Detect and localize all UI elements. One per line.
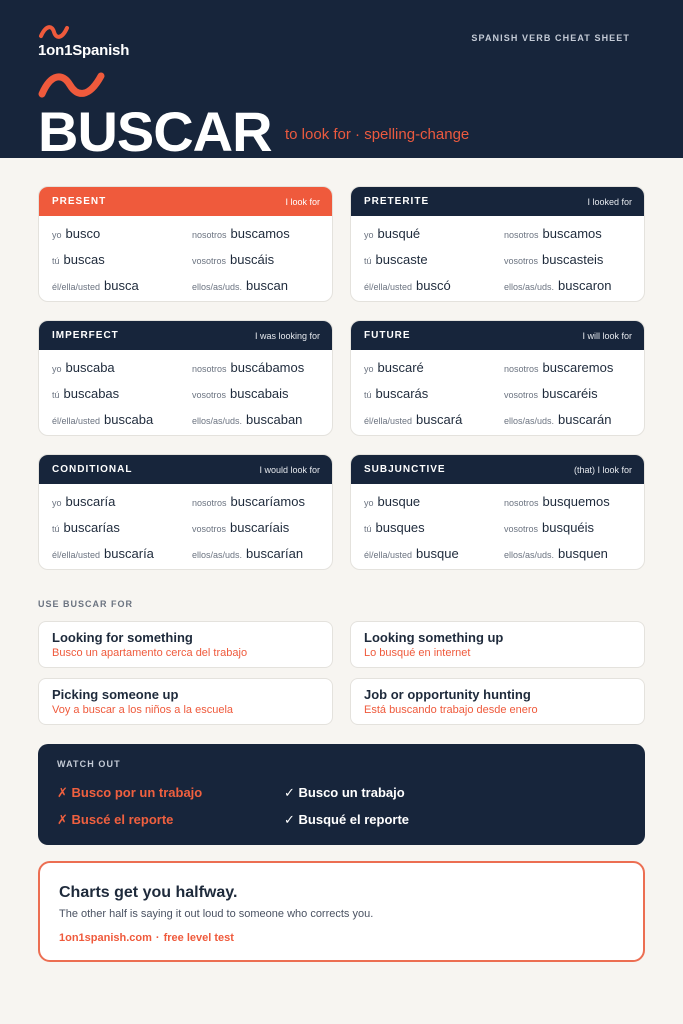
tense-card-header	[351, 455, 644, 484]
tense-name: PRETERITE	[364, 196, 430, 207]
conjugation-row	[52, 220, 332, 246]
pronoun: tú	[364, 389, 372, 400]
use-card	[350, 678, 645, 725]
conjugation-cell	[504, 386, 644, 401]
conjugation-cell	[52, 360, 192, 375]
tense-card-present	[38, 186, 333, 302]
tense-card-preterite	[350, 186, 645, 302]
use-card	[38, 621, 333, 668]
conjugation-cell	[504, 546, 644, 561]
use-heading: Job or opportunity hunting	[364, 687, 531, 702]
pronoun: ellos/as/uds.	[504, 281, 555, 292]
tense-card-header	[39, 187, 332, 216]
pronoun: él/ella/usted	[52, 549, 101, 560]
pronoun: yo	[364, 497, 374, 508]
tense-gloss: I look for	[285, 196, 320, 207]
tense-card-header	[39, 321, 332, 350]
pronoun: nosotros	[192, 363, 227, 374]
use-heading: Looking for something	[52, 630, 193, 645]
pronoun: él/ella/usted	[52, 415, 101, 426]
conjugation-cell	[192, 386, 332, 401]
pronoun: vosotros	[504, 389, 539, 400]
conjugation-cell	[192, 360, 332, 375]
use-example: Busco un apartamento cerca del trabajo	[52, 647, 248, 659]
conjugation-rows	[39, 216, 332, 298]
tense-card-header	[39, 455, 332, 484]
conjugation-cell	[192, 546, 332, 561]
tense-card-header	[351, 187, 644, 216]
pronoun: nosotros	[504, 363, 539, 374]
watch-out-title: WATCH OUT	[57, 759, 121, 769]
conjugation-cell	[504, 494, 644, 509]
pronoun: ellos/as/uds.	[192, 549, 243, 560]
conjugation-row	[52, 488, 332, 514]
pronoun: yo	[52, 229, 62, 240]
pronoun: él/ella/usted	[52, 281, 101, 292]
verb-form: buscaré	[377, 359, 424, 375]
use-example: Está buscando trabajo desde enero	[364, 704, 538, 716]
conjugation-cell	[52, 386, 192, 401]
tense-card-subjunctive	[350, 454, 645, 570]
conjugation-row	[364, 540, 644, 566]
tense-card-conditional	[38, 454, 333, 570]
wrong-example: ✗ Busco por un trabajo	[57, 785, 203, 800]
conjugation-row	[52, 540, 332, 566]
pronoun: ellos/as/uds.	[192, 415, 243, 426]
use-section-title: USE BUSCAR FOR	[38, 599, 134, 609]
verb-form: buscarías	[63, 519, 120, 535]
conjugation-cell	[52, 278, 192, 293]
conjugation-row	[364, 514, 644, 540]
pronoun: yo	[364, 363, 374, 374]
conjugation-cell	[192, 278, 332, 293]
conjugation-row	[364, 246, 644, 272]
pronoun: nosotros	[504, 229, 539, 240]
pronoun: él/ella/usted	[364, 549, 413, 560]
logo-wave-icon	[38, 24, 70, 40]
use-card	[38, 678, 333, 725]
verb-form: buscaba	[65, 359, 115, 375]
conjugation-cell	[504, 226, 644, 241]
pronoun: ellos/as/uds.	[192, 281, 243, 292]
verb-form: buscaríais	[230, 519, 290, 535]
conjugation-row	[52, 272, 332, 298]
conjugation-cell	[192, 226, 332, 241]
conjugation-row	[364, 488, 644, 514]
verb-form: buscaréis	[542, 385, 598, 401]
conjugation-row	[364, 272, 644, 298]
verb-title: BUSCAR	[38, 100, 272, 163]
pronoun: yo	[52, 497, 62, 508]
verb-form: buscaba	[104, 411, 154, 427]
conjugation-row	[364, 354, 644, 380]
conjugation-row	[52, 380, 332, 406]
conjugation-row	[52, 354, 332, 380]
pronoun: yo	[364, 229, 374, 240]
verb-form: buscamos	[230, 225, 290, 241]
conjugation-rows	[351, 350, 644, 432]
verb-form: buscaste	[375, 251, 428, 267]
conjugation-cell	[364, 386, 504, 401]
tense-gloss: I would look for	[259, 464, 320, 475]
conjugation-row	[52, 514, 332, 540]
pronoun: tú	[364, 523, 372, 534]
conjugation-cell	[364, 252, 504, 267]
verb-form: buscarás	[375, 385, 429, 401]
conjugation-row	[364, 380, 644, 406]
verb-form: buscarán	[558, 411, 612, 427]
verb-form: buscabais	[230, 385, 289, 401]
verb-form: busques	[375, 519, 425, 535]
conjugation-cell	[52, 412, 192, 427]
pronoun: nosotros	[192, 229, 227, 240]
conjugation-cell	[504, 360, 644, 375]
verb-form: buscarían	[246, 545, 304, 561]
verb-form: buscó	[416, 277, 451, 293]
tense-gloss: I will look for	[582, 330, 632, 341]
tense-card-imperfect	[38, 320, 333, 436]
pronoun: ellos/as/uds.	[504, 415, 555, 426]
cta-subtext: The other half is saying it out loud to someone who corrects you.	[59, 908, 374, 920]
conjugation-cell	[364, 546, 504, 561]
verb-form: buscas	[63, 251, 105, 267]
verb-form: busque	[416, 545, 459, 561]
conjugation-cell	[52, 520, 192, 535]
conjugation-cell	[52, 494, 192, 509]
verb-meaning: to look for · spelling-change	[285, 126, 470, 143]
correct-example: ✓ Busco un trabajo	[284, 785, 405, 800]
cta-links	[59, 932, 234, 944]
conjugation-cell	[192, 520, 332, 535]
pronoun: él/ella/usted	[364, 281, 413, 292]
verb-form: busquéis	[542, 519, 595, 535]
conjugation-cell	[364, 278, 504, 293]
conjugation-cell	[52, 226, 192, 241]
header-banner	[0, 0, 683, 163]
verb-form: buscará	[416, 411, 463, 427]
pronoun: vosotros	[504, 255, 539, 266]
verb-form: busca	[104, 277, 139, 293]
pronoun: vosotros	[504, 523, 539, 534]
conjugation-cell	[52, 546, 192, 561]
sheet-label: SPANISH VERB CHEAT SHEET	[471, 33, 630, 43]
cta-headline: Charts get you halfway.	[59, 884, 238, 901]
conjugation-cell	[504, 252, 644, 267]
tense-card-header	[351, 321, 644, 350]
conjugation-cell	[192, 412, 332, 427]
use-example: Voy a buscar a los niños a la escuela	[52, 704, 234, 716]
conjugation-row	[52, 246, 332, 272]
conjugation-cell	[52, 252, 192, 267]
tense-name: CONDITIONAL	[52, 464, 133, 475]
verb-form: busqué	[377, 225, 421, 241]
verb-form: buscaban	[246, 411, 303, 427]
use-heading: Looking something up	[364, 630, 504, 645]
conjugation-cell	[364, 360, 504, 375]
conjugation-row	[364, 220, 644, 246]
verb-form: buscaría	[65, 493, 116, 509]
correct-example: ✓ Busqué el reporte	[284, 812, 410, 827]
website-link[interactable]: 1on1spanish.com	[59, 932, 152, 944]
pronoun: vosotros	[192, 523, 227, 534]
cta-separator: ·	[155, 932, 160, 944]
pronoun: ellos/as/uds.	[504, 549, 555, 560]
verb-form: buscaría	[104, 545, 154, 561]
pronoun: vosotros	[192, 389, 227, 400]
verb-form: buscasteis	[542, 251, 604, 267]
verb-form: busquen	[558, 545, 608, 561]
verb-form: buscamos	[542, 225, 602, 241]
conjugation-cell	[504, 520, 644, 535]
tense-gloss: I looked for	[587, 196, 632, 207]
title-wave-icon	[37, 70, 107, 100]
pronoun: nosotros	[192, 497, 227, 508]
wrong-example: ✗ Buscé el reporte	[57, 812, 174, 827]
tense-name: IMPERFECT	[52, 330, 119, 341]
conjugation-rows	[351, 484, 644, 566]
verb-form: buscábamos	[230, 359, 305, 375]
cta-box	[38, 861, 645, 962]
tense-gloss: I was looking for	[254, 330, 320, 341]
pronoun: él/ella/usted	[364, 415, 413, 426]
conjugation-cell	[364, 226, 504, 241]
pronoun: tú	[52, 389, 60, 400]
conjugation-cell	[364, 412, 504, 427]
verb-form: buscaron	[558, 277, 612, 293]
tense-card-future	[350, 320, 645, 436]
verb-form: busque	[377, 493, 421, 509]
watch-out-panel	[38, 744, 645, 845]
pronoun: tú	[52, 255, 60, 266]
verb-form: busquemos	[542, 493, 610, 509]
conjugation-rows	[39, 484, 332, 566]
verb-form: busco	[65, 225, 101, 241]
use-card	[350, 621, 645, 668]
tense-name: FUTURE	[364, 330, 411, 341]
conjugation-cell	[364, 494, 504, 509]
tense-name: PRESENT	[52, 196, 107, 207]
conjugation-cell	[364, 520, 504, 535]
conjugation-cell	[504, 278, 644, 293]
conjugation-cell	[192, 494, 332, 509]
pronoun: tú	[364, 255, 372, 266]
use-example: Lo busqué en internet	[364, 647, 471, 659]
pronoun: nosotros	[504, 497, 539, 508]
tense-name: SUBJUNCTIVE	[364, 464, 446, 475]
pronoun: vosotros	[192, 255, 227, 266]
verb-form: buscabas	[63, 385, 120, 401]
brand-logo-text: 1on1Spanish	[38, 42, 130, 59]
conjugation-row	[364, 406, 644, 432]
pronoun: yo	[52, 363, 62, 374]
conjugation-rows	[351, 216, 644, 298]
pronoun: tú	[52, 523, 60, 534]
conjugation-cell	[504, 412, 644, 427]
verb-form: buscan	[246, 277, 288, 293]
verb-form: buscaríamos	[230, 493, 305, 509]
level-test-link[interactable]: free level test	[163, 932, 234, 944]
verb-form: buscáis	[230, 251, 275, 267]
conjugation-row	[52, 406, 332, 432]
tense-gloss: (that) I look for	[573, 464, 632, 475]
conjugation-rows	[39, 350, 332, 432]
use-heading: Picking someone up	[52, 687, 179, 702]
verb-form: buscaremos	[542, 359, 614, 375]
conjugation-cell	[192, 252, 332, 267]
